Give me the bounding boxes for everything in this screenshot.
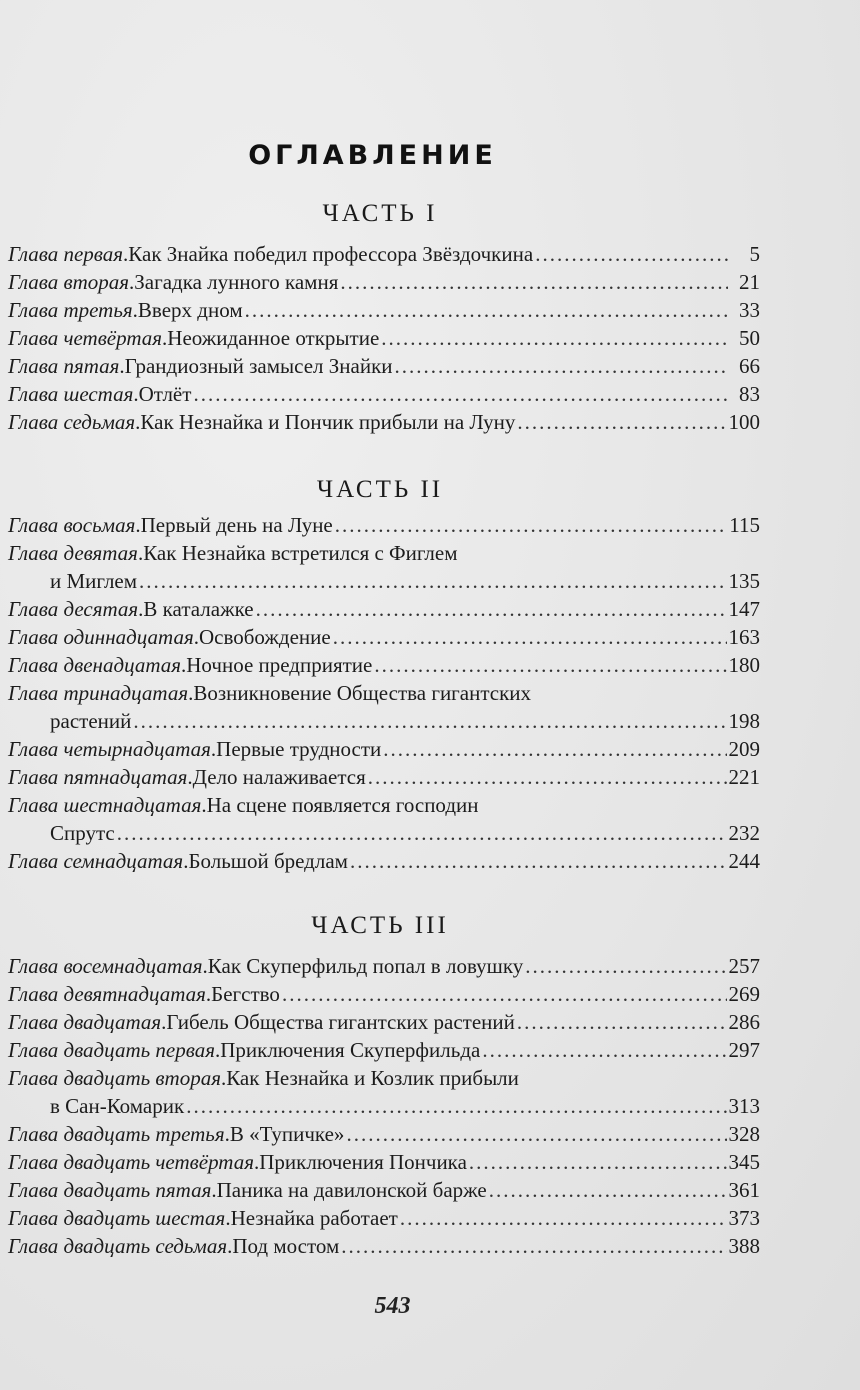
label-separator: . (135, 410, 141, 434)
toc-entry (8, 539, 760, 595)
chapter-title: Приключения Скуперфильда (220, 1038, 481, 1062)
chapter-label: Глава девятнадцатая (8, 982, 206, 1006)
page-number: 543 (374, 1293, 411, 1319)
page-ref: 269 (728, 982, 760, 1006)
dot-leader (282, 980, 727, 1008)
chapter-label: Глава семнадцатая (8, 849, 184, 873)
chapter-label: Глава пятнадцатая (8, 765, 188, 789)
label-separator: . (133, 382, 139, 406)
toc-entry-line (8, 1036, 760, 1064)
label-separator: . (183, 849, 189, 873)
chapter-title: Первый день на Луне (140, 513, 333, 537)
toc-entry (8, 952, 760, 980)
dot-leader (374, 651, 726, 679)
chapter-title: Большой бредлам (188, 849, 348, 873)
toc-entry-line (8, 296, 760, 324)
label-separator: . (227, 1234, 233, 1258)
page-ref: 198 (728, 709, 760, 733)
toc-entry-line (8, 980, 760, 1008)
dot-leader (482, 1036, 726, 1064)
page-ref: 328 (728, 1122, 760, 1146)
dot-leader (346, 1120, 726, 1148)
chapter-title: Освобождение (198, 625, 331, 649)
dot-leader (395, 352, 728, 380)
toc-entry (8, 679, 760, 735)
chapter-label: Глава двадцать седьмая (8, 1234, 228, 1258)
chapter-title: Гибель Общества гигантских растений (166, 1010, 515, 1034)
chapter-title: Возникновение Общества гигантских (193, 681, 532, 705)
label-separator: . (188, 681, 194, 705)
toc-entry (8, 1064, 760, 1120)
toc-entry-line (8, 952, 760, 980)
chapter-label: Глава девятая (8, 541, 138, 565)
chapter-title-continued: и Миглем (50, 569, 138, 593)
chapter-title: Паника на давилонской барже (216, 1178, 487, 1202)
toc-entry (8, 1176, 760, 1204)
page-ref: 5 (749, 242, 760, 266)
label-separator: . (119, 354, 125, 378)
chapter-label: Глава четырнадцатая (8, 737, 211, 761)
part-heading-3: ЧАСТЬ III (311, 912, 449, 939)
chapter-label: Глава одиннадцатая (8, 625, 194, 649)
chapter-label: Глава двадцать первая (8, 1038, 215, 1062)
chapter-label: Глава вторая (8, 270, 130, 294)
chapter-title: Вверх дном (137, 298, 243, 322)
chapter-label: Глава двадцать четвёртая (8, 1150, 254, 1174)
label-separator: . (187, 765, 193, 789)
label-separator: . (161, 1010, 167, 1034)
toc-title: ОГЛАВЛЕНИЕ (248, 140, 497, 171)
page-ref: 66 (739, 354, 760, 378)
label-separator: . (135, 513, 141, 537)
label-separator: . (123, 242, 129, 266)
toc-entry-line (8, 539, 760, 567)
toc-entry-line (8, 819, 760, 847)
dot-leader (341, 1232, 726, 1260)
toc-entry-line (8, 567, 760, 595)
dot-leader (525, 952, 726, 980)
label-separator: . (137, 541, 144, 565)
toc-entry-line (8, 1176, 760, 1204)
toc-entry-line (8, 380, 760, 408)
toc-entry (8, 651, 760, 679)
dot-leader (368, 763, 727, 791)
chapter-label: Глава восьмая (8, 513, 136, 537)
toc-entry-line (8, 511, 760, 539)
chapter-title: Ночное предприятие (186, 653, 373, 677)
page-ref: 50 (739, 326, 760, 350)
chapter-title: Неожиданное открытие (167, 326, 380, 350)
toc-entry (8, 408, 760, 436)
page-ref: 21 (739, 270, 760, 294)
chapter-title: На сцене появляется господин (206, 793, 479, 817)
dot-leader (340, 268, 728, 296)
page-ref: 33 (739, 298, 760, 322)
label-separator: . (132, 298, 138, 322)
page-ref: 221 (728, 765, 760, 789)
chapter-label: Глава пятая (8, 354, 120, 378)
dot-leader (383, 735, 726, 763)
toc-entry-line (8, 1120, 760, 1148)
page-ref: 286 (728, 1010, 760, 1034)
chapter-title: Грандиозный замысел Знайки (124, 354, 393, 378)
toc-entry (8, 763, 760, 791)
chapter-title-continued: Спрутс (50, 821, 115, 845)
toc-entry (8, 1232, 760, 1260)
toc-entry-line (8, 408, 760, 436)
label-separator: . (214, 1038, 221, 1062)
chapter-label: Глава десятая (8, 597, 139, 621)
chapter-title: В «Тупичке» (229, 1122, 345, 1146)
dot-leader (186, 1092, 726, 1120)
chapter-title: Как Скуперфильд попал в ловушку (207, 954, 524, 978)
toc-entry (8, 380, 760, 408)
toc-entry-line (8, 1008, 760, 1036)
chapter-title: Как Знайка победил профессора Звёздочкина (128, 242, 534, 266)
page-ref: 297 (728, 1038, 760, 1062)
toc-entry-line (8, 240, 760, 268)
dot-leader (489, 1176, 727, 1204)
part-heading-2: ЧАСТЬ II (316, 476, 444, 503)
dot-leader (535, 240, 728, 268)
chapter-title: Дело налаживается (192, 765, 366, 789)
page-ref: 180 (728, 653, 760, 677)
page-ref: 388 (728, 1234, 760, 1258)
toc-entry-line (8, 791, 760, 819)
dot-leader (517, 408, 726, 436)
dot-leader (350, 847, 727, 875)
chapter-title: Приключения Пончика (259, 1150, 467, 1174)
chapter-label: Глава двенадцатая (8, 653, 182, 677)
chapter-title: Загадка лунного камня (134, 270, 339, 294)
toc-entry (8, 240, 760, 268)
chapter-label: Глава первая (8, 242, 124, 266)
part-1-entries (8, 240, 760, 436)
dot-leader (139, 567, 726, 595)
dot-leader (256, 595, 727, 623)
label-separator: . (202, 954, 208, 978)
toc-entry (8, 623, 760, 651)
toc-entry (8, 268, 760, 296)
dot-leader (400, 1204, 727, 1232)
chapter-title: Первые трудности (216, 737, 382, 761)
toc-entry (8, 595, 760, 623)
label-separator: . (210, 737, 217, 761)
page-ref: 100 (728, 410, 760, 434)
toc-entry (8, 1204, 760, 1232)
chapter-label: Глава восемнадцатая (8, 954, 203, 978)
page-ref: 115 (729, 513, 760, 537)
label-separator: . (162, 326, 168, 350)
toc-entry-line (8, 847, 760, 875)
toc-entry-line (8, 595, 760, 623)
toc-entry-line (8, 1204, 760, 1232)
part-heading-1: ЧАСТЬ I (322, 200, 438, 227)
chapter-label: Глава шестая (8, 382, 134, 406)
chapter-title: В каталажке (143, 597, 254, 621)
toc-entry-line (8, 735, 760, 763)
page-ref: 257 (728, 954, 760, 978)
chapter-title: Как Незнайка встретился с Фиглем (143, 541, 458, 565)
chapter-label: Глава двадцать пятая (8, 1178, 212, 1202)
label-separator: . (253, 1150, 260, 1174)
toc-entry-line (8, 1148, 760, 1176)
toc-entry-line (8, 268, 760, 296)
chapter-label: Глава двадцатая (8, 1010, 162, 1034)
label-separator: . (138, 597, 144, 621)
label-separator: . (211, 1178, 217, 1202)
dot-leader (469, 1148, 727, 1176)
chapter-title: Как Незнайка и Козлик прибыли (226, 1066, 519, 1090)
toc-entry-line (8, 1064, 760, 1092)
chapter-label: Глава третья (8, 298, 133, 322)
page-ref: 147 (728, 597, 760, 621)
toc-entry (8, 735, 760, 763)
chapter-title: Бегство (211, 982, 280, 1006)
toc-entry (8, 1008, 760, 1036)
page-ref: 209 (728, 737, 760, 761)
chapter-label: Глава двадцать шестая (8, 1206, 226, 1230)
toc-entry (8, 1120, 760, 1148)
label-separator: . (181, 653, 187, 677)
chapter-title: Под мостом (232, 1234, 340, 1258)
chapter-title: Отлёт (138, 382, 192, 406)
page-ref: 244 (728, 849, 760, 873)
label-separator: . (225, 1206, 231, 1230)
page-ref: 361 (728, 1178, 760, 1202)
chapter-label: Глава двадцать вторая (8, 1066, 221, 1090)
chapter-label: Глава четвёртая (8, 326, 163, 350)
chapter-label: Глава двадцать третья (8, 1122, 225, 1146)
toc-entry-line (8, 623, 760, 651)
page-ref: 345 (728, 1150, 760, 1174)
page-ref: 83 (739, 382, 760, 406)
page-ref: 232 (728, 821, 760, 845)
toc-entry (8, 352, 760, 380)
page-ref: 313 (728, 1094, 760, 1118)
toc-entry (8, 847, 760, 875)
part-2-entries (8, 511, 760, 875)
toc-entry (8, 791, 760, 847)
dot-leader (333, 623, 727, 651)
chapter-title-continued: в Сан-Комарик (50, 1094, 185, 1118)
toc-entry (8, 1148, 760, 1176)
label-separator: . (205, 982, 212, 1006)
dot-leader (381, 324, 728, 352)
dot-leader (335, 511, 728, 539)
toc-entry (8, 980, 760, 1008)
page-ref: 135 (728, 569, 760, 593)
chapter-title: Незнайка работает (230, 1206, 398, 1230)
toc-entry (8, 511, 760, 539)
chapter-title-continued: растений (50, 709, 132, 733)
toc-entry-line (8, 1092, 760, 1120)
toc-entry (8, 296, 760, 324)
toc-entry (8, 1036, 760, 1064)
dot-leader (133, 707, 726, 735)
label-separator: . (193, 625, 199, 649)
toc-entry-line (8, 1232, 760, 1260)
label-separator: . (224, 1122, 230, 1146)
dot-leader (517, 1008, 727, 1036)
dot-leader (117, 819, 727, 847)
label-separator: . (220, 1066, 227, 1090)
dot-leader (245, 296, 728, 324)
dot-leader (193, 380, 728, 408)
toc-entry-line (8, 324, 760, 352)
chapter-label: Глава тринадцатая (8, 681, 189, 705)
toc-entry-line (8, 679, 760, 707)
chapter-label: Глава шестнадцатая (8, 793, 202, 817)
part-3-entries (8, 952, 760, 1260)
toc-entry-line (8, 707, 760, 735)
label-separator: . (129, 270, 135, 294)
toc-entry-line (8, 352, 760, 380)
label-separator: . (201, 793, 207, 817)
chapter-title: Как Незнайка и Пончик прибыли на Луну (140, 410, 516, 434)
toc-entry (8, 324, 760, 352)
chapter-label: Глава седьмая (8, 410, 136, 434)
page-ref: 373 (728, 1206, 760, 1230)
page-ref: 163 (728, 625, 760, 649)
toc-entry-line (8, 763, 760, 791)
toc-entry-line (8, 651, 760, 679)
